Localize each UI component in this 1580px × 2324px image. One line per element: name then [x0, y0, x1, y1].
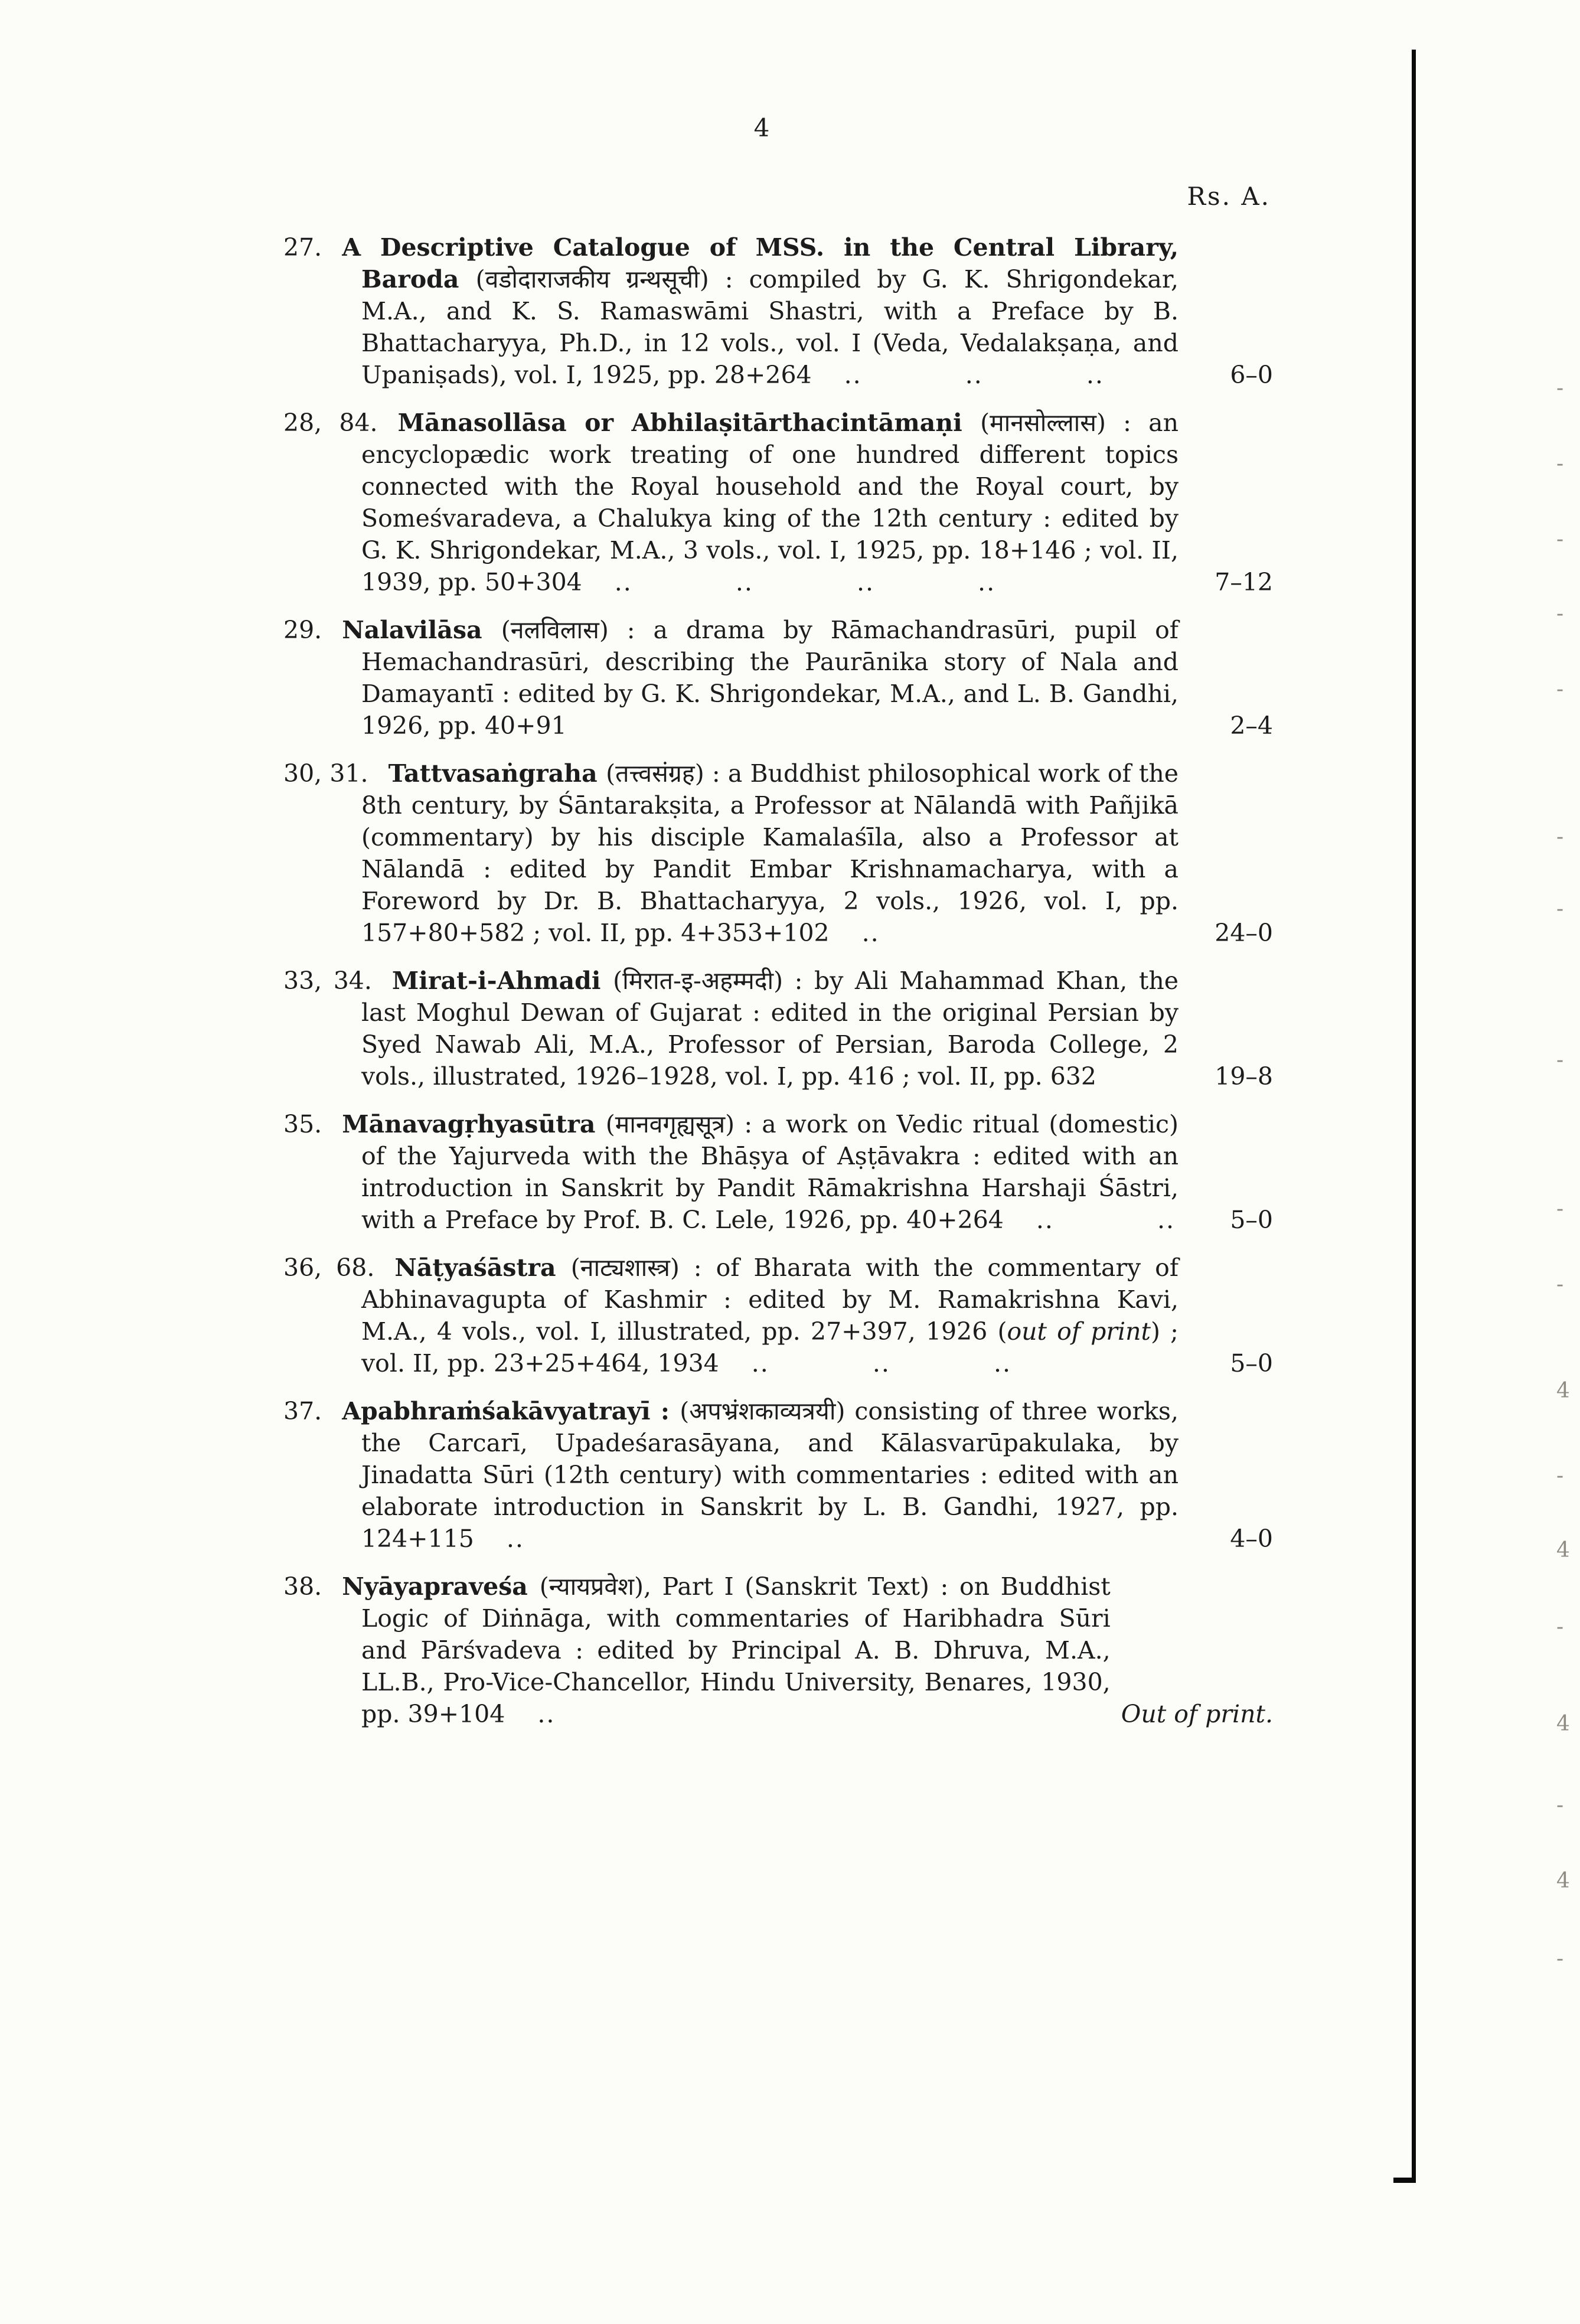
leader-dots: .. [537, 1700, 556, 1728]
leader-dots: .. .. .. .. [614, 568, 996, 596]
catalogue-entries [283, 231, 1273, 1746]
entry-segment-regular: (मिरात-इ-अहम्मदी) : by Ali Mahammad Khan, the last Moghul Dewan of Gujarat : edited in the original Persian by Syed Nawab Ali, M.A., Professor of Persian, Baroda College, 2 vols., illustrated, 1926–1928, vol. I, pp. 416 ; vol. II, pp. 632 [361, 967, 1179, 1091]
margin-bleed-mark: - [1556, 1048, 1564, 1072]
margin-bleed-mark: - [1556, 1197, 1564, 1221]
margin-bleed-mark: - [1556, 1272, 1564, 1297]
entry-price: Out of print. [1121, 1700, 1273, 1728]
entry-text [283, 407, 1179, 598]
margin-bleed-mark: - [1556, 602, 1564, 626]
entry-text [283, 231, 1179, 391]
leader-dots: .. [861, 919, 880, 947]
entry-segment-regular: (मानसोल्लास) : an encyclopædic work treating of one hundred different topics connected with the Royal household and the Royal court, by Someśvaradeva, a Chalukya king of the 12th century : edited by G. K. Shrigondekar, M.A., 3 vols., vol. I, 1925, pp. 18+146 ; vol. II, 1939, pp. 50+304 [361, 409, 1179, 596]
entry-price: 5–0 [1230, 1206, 1273, 1234]
entry-price: 6–0 [1230, 361, 1273, 389]
entry-number: 30, 31. [283, 759, 368, 788]
entry-segment-regular: (तत्त्वसंग्रह) : a Buddhist philosophical work of the 8th century, by Śāntarakṣita, a Professor at Nālandā with Pañjikā (commentary) by his disciple Kamalaśīla, also a Professor at Nālandā : edited by Pandit Embar Krishnamacharya, with a Foreword by Dr. B. Bhattacharyya, 2 vols., 1926, vol. I, pp. 157+80+582 ; vol. II, pp. 4+353+102 [361, 759, 1179, 947]
margin-bleed-mark: - [1556, 452, 1564, 476]
catalogue-entry [283, 1108, 1273, 1236]
entry-segment-bold: Nyāyapraveśa [342, 1572, 540, 1601]
page-number: 4 [753, 113, 770, 142]
entry-segment-regular: (मानवगृह्यसूत्र) : a work on Vedic ritual (domestic) of the Yajurveda with the Bhāṣya of Aṣṭāvakra : edited with an introduction in Sanskrit by Pandit Rāmakrishna Harshaji Śāstri, with a Preface by Prof. B. C. Lele, 1926, pp. 40+264 [361, 1110, 1179, 1234]
entry-number: 33, 34. [283, 967, 372, 995]
leader-dots: .. [506, 1525, 524, 1553]
leader-dots: .. .. .. [844, 361, 1104, 389]
entry-number: 36, 68. [283, 1254, 375, 1282]
margin-bleed-mark: 4 [1556, 1712, 1570, 1736]
entry-segment-bold: Tattvasaṅgraha [388, 759, 606, 788]
leader-dots: .. .. [1036, 1206, 1176, 1234]
entry-text [283, 965, 1179, 1092]
entry-number: 38. [283, 1572, 322, 1601]
entry-segment-bold: Apabhraṁśakāvyatrayī : [342, 1397, 680, 1425]
entry-price: 19–8 [1215, 1062, 1273, 1091]
entry-segment-regular: (नलविलास) : a drama by Rāmachandrasūri, pupil of Hemachandrasūri, describing the Paurānika story of Nala and Damayantī : edited by G. K. Shrigondekar, M.A., and L. B. Gandhi, 1926, pp. 40+91 [361, 616, 1179, 740]
margin-bleed-mark: 4 [1556, 1869, 1570, 1893]
catalogue-entry [283, 1395, 1273, 1555]
entry-segment-regular: (अपभ्रंशकाव्यत्रयी) consisting of three works, the Carcarī, Upadeśarasāyana, and Kālasvarūpakulaka, by Jinadatta Sūri (12th century) with commentaries : edited with an elaborate introduction in Sanskrit by L. B. Gandhi, 1927, pp. 124+115 [361, 1397, 1179, 1553]
margin-bleed-mark: - [1556, 376, 1564, 400]
price-column-header: Rs. A. [1187, 182, 1271, 211]
entry-number: 35. [283, 1110, 322, 1138]
entry-segment-bold: Mānasollāsa or Abhilaṣitārthacintāmaṇi [397, 409, 981, 437]
entry-segment-bold: Nāṭyaśāstra [394, 1254, 571, 1282]
entry-segment-bold: Mānavagṛhyasūtra [342, 1110, 606, 1138]
entry-price: 5–0 [1230, 1349, 1273, 1378]
margin-bleed-mark: - [1556, 825, 1564, 849]
entry-price: 4–0 [1230, 1525, 1273, 1553]
entry-number: 37. [283, 1397, 322, 1425]
margin-bleed-mark: - [1556, 677, 1564, 701]
catalogue-entry [283, 614, 1273, 742]
margin-bleed-mark: 4 [1556, 1538, 1570, 1562]
margin-bleed-mark: - [1556, 1793, 1564, 1817]
entry-number: 29. [283, 616, 322, 644]
page-edge-line-foot [1393, 2178, 1416, 2183]
entry-text [283, 758, 1179, 949]
entry-number: 28, 84. [283, 409, 378, 437]
entry-price: 24–0 [1215, 919, 1273, 947]
entry-segment-bold: Mirat-i-Ahmadi [391, 967, 613, 995]
catalogue-entry [283, 758, 1273, 949]
entry-segment-bold: A Descriptive Catalogue of MSS. in the Central Library, Baroda [342, 233, 1179, 293]
margin-bleed-mark: - [1556, 1464, 1564, 1488]
margin-bleed-mark: - [1556, 1615, 1564, 1639]
catalogue-entry [283, 407, 1273, 598]
entry-number: 27. [283, 233, 322, 262]
entry-text [283, 614, 1179, 742]
entry-text [283, 1108, 1179, 1236]
entry-segment-regular: (वडोदाराजकीय ग्रन्थसूची) : compiled by G. K. Shrigondekar, M.A., and K. S. Ramaswāmi Shastri, with a Preface by B. Bhattacharyya, Ph.D., in 12 vols., vol. I (Veda, Vedalakṣaṇa, and Upaniṣads), vol. I, 1925, pp. 28+264 [361, 265, 1179, 389]
entry-text [283, 1252, 1179, 1379]
entry-segment-regular: (नाट्यशास्त्र) : of Bharata with the commentary of Abhinavagupta of Kashmir : edited by M. Ramakrishna Kavi, M.A., 4 vols., vol. I, illustrated, pp. 27+397, 1926 ( [361, 1254, 1179, 1346]
entry-segment-regular: ) ; vol. II, pp. 23+25+464, 1934 [361, 1317, 1179, 1378]
margin-bleed-mark: - [1556, 527, 1564, 551]
catalogue-entry [283, 1252, 1273, 1379]
leader-dots: .. .. .. [751, 1349, 1012, 1378]
catalogue-entry [283, 1571, 1273, 1730]
entry-text [283, 1571, 1111, 1730]
entry-segment-italic: out of print [1007, 1317, 1151, 1346]
margin-bleed-mark: - [1556, 1947, 1564, 1971]
entry-text [283, 1395, 1179, 1555]
entry-segment-bold: Nalavilāsa [342, 616, 501, 644]
catalogue-entry [283, 965, 1273, 1092]
margin-bleed-mark: 4 [1556, 1379, 1570, 1403]
catalogue-entry [283, 231, 1273, 391]
entry-price: 7–12 [1215, 568, 1273, 596]
entry-segment-regular: (न्यायप्रवेश), Part I (Sanskrit Text) : on Buddhist Logic of Diṅnāga, with commentaries of Haribhadra Sūri and Pārśvadeva : edited by Principal A. B. Dhruva, M.A., LL.B., Pro-Vice-Chancellor, Hindu University, Benares, 1930, pp. 39+104 [361, 1572, 1111, 1728]
page-edge-line [1412, 50, 1416, 2182]
entry-price: 2–4 [1230, 711, 1273, 740]
margin-bleed-mark: - [1556, 897, 1564, 921]
